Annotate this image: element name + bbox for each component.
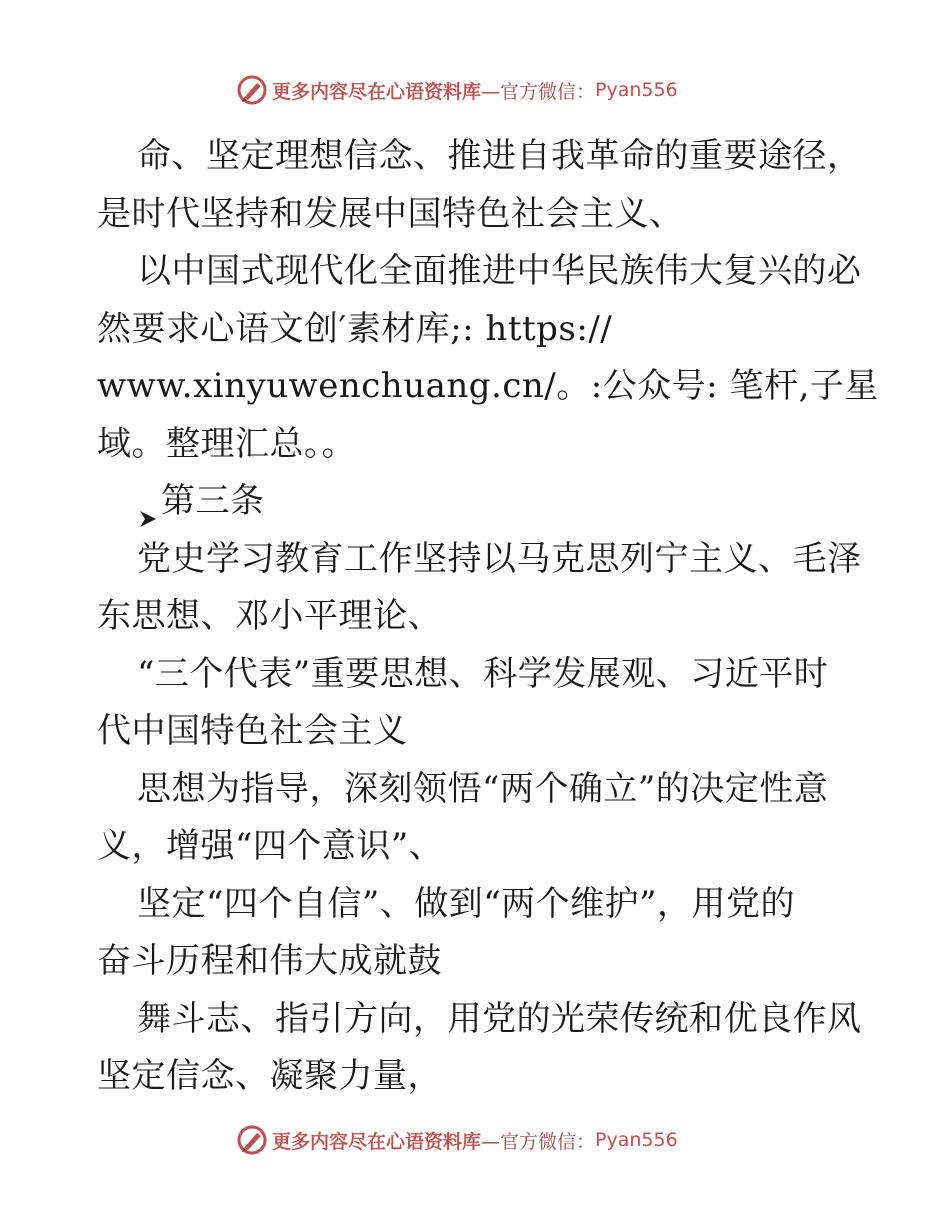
body-line: 奋斗历程和伟大成就鼓 (97, 941, 442, 981)
body-line: “三个代表”重要思想、科学发展观、习近平时 (137, 653, 829, 694)
pen-logo-icon (236, 74, 268, 106)
body-line: 东思想、邓小平理论、 (97, 596, 442, 636)
header-banner (236, 73, 678, 107)
body-line: 代中国特色社会主义 (97, 711, 408, 751)
footer-banner (236, 1123, 678, 1157)
banner-official: —官方微信： (481, 1130, 596, 1153)
section-heading (97, 473, 857, 531)
banner-brand: 更多内容尽在心语资料库 (272, 1130, 482, 1153)
body-line: 以中国式现代化全面推进中华民族伟大复兴的必 (137, 251, 862, 291)
body-line: 坚定“四个自信”、做到“两个维护”，用党的 (137, 883, 796, 924)
arrow-bullet-icon (137, 491, 159, 513)
body-line: 然要求心语文创′素材库;: https:// (97, 308, 613, 349)
body-line: 党史学习教育工作坚持以马克思列宁主义、毛泽 (137, 538, 862, 579)
section-heading-text: 第三条 (161, 481, 265, 521)
body-line: 思想为指导，深刻领悟“两个确立”的决定性意 (137, 768, 829, 809)
pen-logo-icon (236, 1124, 268, 1156)
banner-handle: Pyan556 (595, 1129, 678, 1151)
banner-handle: Pyan556 (595, 79, 678, 101)
body-line: www.xinyuwenchuang.cn/。:公众号: 笔杆,子星 (97, 366, 879, 406)
banner-official: —官方微信： (481, 80, 596, 103)
body-line: 域。整理汇总。。 (97, 423, 356, 464)
banner-brand: 更多内容尽在心语资料库 (272, 80, 482, 103)
body-line: 舞斗志、指引方向，用党的光荣传统和优良作风 (137, 998, 862, 1039)
body-line: 是时代坚持和发展中国特色社会主义、 (97, 193, 684, 234)
body-line: 义，增强“四个意识”、 (97, 826, 444, 866)
body-line: 命、坚定理想信念、推进自我革命的重要途径， (137, 136, 862, 176)
body-line: 坚定信念、凝聚力量， (97, 1056, 442, 1096)
document-body (97, 128, 879, 1106)
